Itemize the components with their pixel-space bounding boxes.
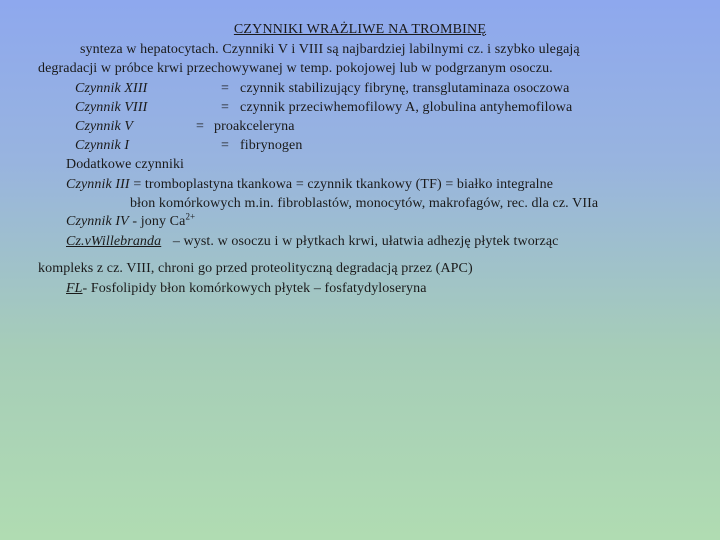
slide-title: CZYNNIKI WRAŻLIWE NA TROMBINĘ [233, 22, 487, 37]
factor-name-iii: Czynnik III [66, 177, 130, 192]
factor-desc-iv: - jony Ca [128, 214, 186, 229]
vwf-line [66, 233, 559, 250]
factor-iii-line [66, 176, 553, 193]
factor-iii-cont: błon komórkowych m.in. fibroblastów, monocytów, makrofagów, rec. dla cz. VIIa [130, 196, 599, 211]
vwf-desc: – wyst. w osoczu i w płytkach krwi, ułatwia adhezję płytek tworząc [172, 234, 559, 249]
factor-eq-viii: = [221, 100, 229, 115]
factor-iv-line [66, 213, 195, 230]
factor-eq-v: = [196, 119, 204, 134]
vwf-cont: kompleks z cz. VIII, chroni go przed proteolityczną degradacją przez (APC) [38, 261, 473, 276]
factor-name-viii: Czynnik VIII [75, 100, 148, 115]
intro-line-2: degradacji w próbce krwi przechowywanej w temp. pokojowej lub w podgrzanym osoczu. [38, 61, 553, 76]
calcium-charge: 2+ [185, 211, 196, 222]
factor-eq-xiii: = [221, 81, 229, 96]
fl-desc: - Fosfolipidy błon komórkowych płytek – fosfatydyloseryna [82, 281, 427, 296]
factor-desc-xiii: czynnik stabilizujący fibrynę, transglutaminaza osoczowa [240, 81, 570, 96]
factor-name-i: Czynnik I [75, 138, 130, 153]
additional-heading: Dodatkowe czynniki [66, 157, 185, 172]
factor-desc-iii: = tromboplastyna tkankowa = czynnik tkankowy (TF) = białko integralne [133, 177, 554, 192]
factor-name-xiii: Czynnik XIII [75, 81, 148, 96]
vwf-name: Cz.vWillebranda [66, 234, 162, 249]
intro-line-1: synteza w hepatocytach. Czynniki V i VIII są najbardziej labilnymi cz. i szybko ulegają [80, 42, 580, 57]
factor-eq-i: = [221, 138, 229, 153]
factor-name-v: Czynnik V [75, 119, 134, 134]
fl-line [66, 280, 427, 297]
factor-desc-v: proakceleryna [214, 119, 295, 134]
factor-name-iv: Czynnik IV [66, 214, 129, 229]
factor-desc-i: fibrynogen [240, 138, 303, 153]
fl-name: FL [66, 281, 83, 296]
factor-desc-viii: czynnik przeciwhemofilowy A, globulina antyhemofilowa [240, 100, 573, 115]
